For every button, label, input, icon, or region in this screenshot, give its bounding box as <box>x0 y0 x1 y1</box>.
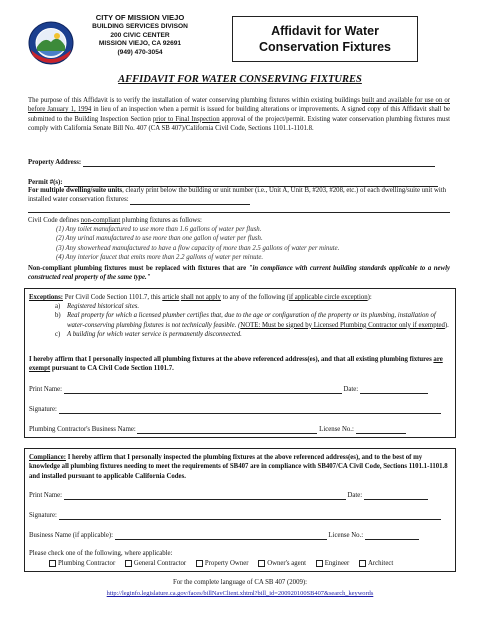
page-heading: AFFIDAVIT FOR WATER CONSERVING FIXTURES <box>118 74 362 85</box>
city-name: CITY OF MISSION VIEJO <box>95 13 185 22</box>
compliance-date-field[interactable] <box>364 492 428 500</box>
print-name-label: Print Name: <box>29 386 63 393</box>
role-option-property-owner[interactable] <box>188 560 249 567</box>
exempt-business-row <box>29 425 453 434</box>
division-name: BUILDING SERVICES DIVISON <box>92 22 188 30</box>
intro-paragraph <box>28 96 450 134</box>
list-item: (3) Any showerhead manufactured to have a flow capacity of more than 2.5 gallons of water per minute. <box>56 244 340 252</box>
exceptions-list <box>55 302 451 340</box>
exempt-date-field[interactable] <box>360 386 428 394</box>
footer-link-row <box>0 589 480 598</box>
replacement-quote: "in compliance with current building standards applicable to a newly constructed real property of the same type." <box>28 265 450 282</box>
compliance-text: I hereby affirm that I personally inspected the plumbing fixtures at the above referenced address(es), and to the best of my knowledge all plumbing fixtures needing to meet the requirements of SB407 are in compliance with SB407/CA Civil Code, Sections 1101.1-1101.8 and installed pursuant to applicable California Codes. <box>29 454 448 480</box>
exception-mark: b) <box>55 312 61 320</box>
multi-unit-text: , clearly print below the building or unit number (i.e., Unit A, Unit B, #203, #208, etc.) of each dwelling/suite unit with installed water conservation fixtures: <box>28 187 447 204</box>
compliance-affirmation <box>29 453 453 481</box>
date-label: Date: <box>347 492 363 499</box>
phone-number: (949) 470-3054 <box>117 49 163 57</box>
exceptions-text: Per Civil Code Section 1101.7, this <box>63 294 163 301</box>
property-address-field[interactable] <box>83 159 435 167</box>
compliance-signature-row <box>29 511 453 520</box>
exception-mark: a) <box>55 303 61 310</box>
exceptions-article: article <box>162 294 180 301</box>
role-label: General Contractor <box>133 560 187 567</box>
unit-list-field[interactable] <box>130 197 250 205</box>
exception-item-a[interactable] <box>55 302 451 311</box>
business-name-label: Plumbing Contractor's Business Name: <box>29 426 136 433</box>
exceptions-circle-note: if applicable circle exception <box>288 294 368 301</box>
role-checkbox-row <box>41 559 457 568</box>
role-label: Plumbing Contractor <box>58 560 116 567</box>
intro-text-1: The purpose of this Affidavit is to verify the installation of water conserving plumbing fixtures within existing buildings <box>28 97 362 104</box>
exceptions-label: Exceptions: <box>29 294 63 301</box>
date-label: Date: <box>343 386 359 393</box>
civil-code-text-end: plumbing fixtures as follows: <box>120 217 202 224</box>
street-address: 200 CIVIC CENTER <box>110 31 170 39</box>
role-label: Engineer <box>324 560 350 567</box>
exempt-business-field[interactable] <box>137 426 317 434</box>
non-compliant-list <box>56 225 450 263</box>
city-seal-logo <box>27 20 75 66</box>
compliance-print-name-row <box>29 491 453 500</box>
exempt-affirmation-end: pursuant to CA Civil Code Section 1101.7. <box>50 365 174 373</box>
exception-mark: c) <box>55 331 61 339</box>
print-name-label: Print Name: <box>29 492 63 499</box>
role-option-owners-agent[interactable] <box>250 560 306 567</box>
exempt-term: are exempt <box>29 356 443 373</box>
checkbox-icon[interactable] <box>316 560 323 567</box>
city-state-zip: MISSION VIEJO, CA 92691 <box>98 40 182 48</box>
compliance-license-field[interactable] <box>365 532 419 540</box>
permit-label: Permit #(s): <box>28 179 63 186</box>
non-compliant-term: non-compliant <box>80 217 121 224</box>
form-title-line1: Affidavit for Water <box>271 24 379 38</box>
sb407-link[interactable]: http://leginfo.legislature.ca.gov/faces/billNavClient.xhtml?bill_id=200920100SB407&search_keywords <box>106 590 374 597</box>
role-label: Owner's agent <box>267 560 306 567</box>
unit-list-line[interactable] <box>28 212 450 213</box>
check-prompt: Please check one of the following, where applicable: <box>29 550 173 557</box>
multi-unit-bold: For multiple dwelling/suite units <box>28 187 123 194</box>
business-name-label: Business Name (if applicable): <box>29 532 113 539</box>
role-option-plumbing-contractor[interactable] <box>41 560 115 567</box>
property-address-row <box>28 158 450 167</box>
exempt-print-name-row <box>29 385 453 394</box>
property-address-label: Property Address: <box>28 159 82 166</box>
list-item: (2) Any urinal manufactured to use more than one gallon of water per flush. <box>56 235 263 243</box>
checkbox-icon[interactable] <box>196 560 203 567</box>
exceptions-section <box>24 288 456 438</box>
role-option-architect[interactable] <box>351 560 393 567</box>
form-title-box <box>232 16 418 62</box>
exception-text: Registered historical sites. <box>67 303 140 310</box>
civil-code-text: Civil Code defines <box>28 217 81 224</box>
exceptions-intro <box>29 293 453 302</box>
exempt-print-name-field[interactable] <box>64 386 342 394</box>
exceptions-text-end: ): <box>367 294 372 301</box>
list-item: (1) Any toilet manufactured to use more than 1.6 gallons of water per flush. <box>56 226 262 233</box>
signature-label: Signature: <box>29 406 57 413</box>
exempt-license-field[interactable] <box>356 426 406 434</box>
exception-text-tail: ). <box>444 321 449 329</box>
compliance-business-row <box>29 531 453 540</box>
compliance-business-field[interactable] <box>115 532 327 540</box>
exempt-affirmation <box>29 355 453 374</box>
list-item: (4) Any interior faucet that emits more than 2.2 gallons of water per minute. <box>56 254 264 262</box>
exempt-signature-row <box>29 405 453 414</box>
form-title-line2: Conservation Fixtures <box>259 40 391 54</box>
exception-item-b[interactable] <box>55 311 451 330</box>
role-label: Property Owner <box>204 560 249 567</box>
checkbox-icon[interactable] <box>359 560 366 567</box>
exempt-affirmation-text: I hereby affirm that I personally inspected all plumbing fixtures at the above referenced address(es), and that all existing plumbing fixtures <box>29 356 434 363</box>
role-option-general-contractor[interactable] <box>117 560 186 567</box>
replacement-bold: Non-compliant plumbing fixtures must be replaced with fixtures that are <box>28 265 249 272</box>
city-address-block <box>75 14 205 58</box>
exempt-signature-field[interactable] <box>59 406 441 414</box>
intro-text-2: in lieu of an inspection when a permit is issued for building alterations or improvements. A signed copy of this Affidavit shall be submitted to the Building Inspection Section <box>28 106 450 123</box>
compliance-signature-field[interactable] <box>59 512 441 520</box>
exceptions-text-2: to any of the following ( <box>220 294 289 301</box>
exception-text: A building for which water service is permanently disconnected. <box>67 331 242 339</box>
checkbox-icon[interactable] <box>258 560 265 567</box>
exception-plumber-note: NOTE: Must be signed by Licensed Plumbing Contractor only if exempted <box>240 321 445 329</box>
exception-text: Real property for which a licensed plumber certifies that, due to the age or configuration of the property or its plumbing, installation of water-conserving plumbing fixtures is not technically feasible. ( <box>67 312 436 329</box>
civil-code-intro <box>28 216 450 225</box>
compliance-print-name-field[interactable] <box>64 492 346 500</box>
intro-date-clause: built and available for use on or before January 1, 1994 <box>28 97 450 114</box>
exceptions-shall-not: shall not apply <box>180 294 221 301</box>
multi-unit-paragraph <box>28 186 450 205</box>
license-label: License No.: <box>328 532 364 539</box>
signature-label: Signature: <box>29 512 57 519</box>
intro-prior-final: prior to Final Inspection <box>152 115 220 123</box>
role-label: Architect <box>367 560 394 567</box>
intro-text-3: approval of the project/permit. Existing water conservation plumbing fixtures must comply with California Senate Bill No. 407 (CA SB 407)/California Civil Code, Sections 1101.1-1101.8. <box>28 115 450 133</box>
footer-note: For the complete language of CA SB 407 (2009): <box>172 579 308 586</box>
exception-item-c[interactable] <box>55 330 451 339</box>
replacement-requirement <box>28 264 450 283</box>
checkbox-icon[interactable] <box>49 560 56 567</box>
compliance-section <box>24 448 456 572</box>
license-label: License No.: <box>319 426 354 433</box>
role-option-engineer[interactable] <box>308 560 350 567</box>
compliance-label: Compliance: <box>29 454 67 461</box>
checkbox-icon[interactable] <box>125 560 132 567</box>
